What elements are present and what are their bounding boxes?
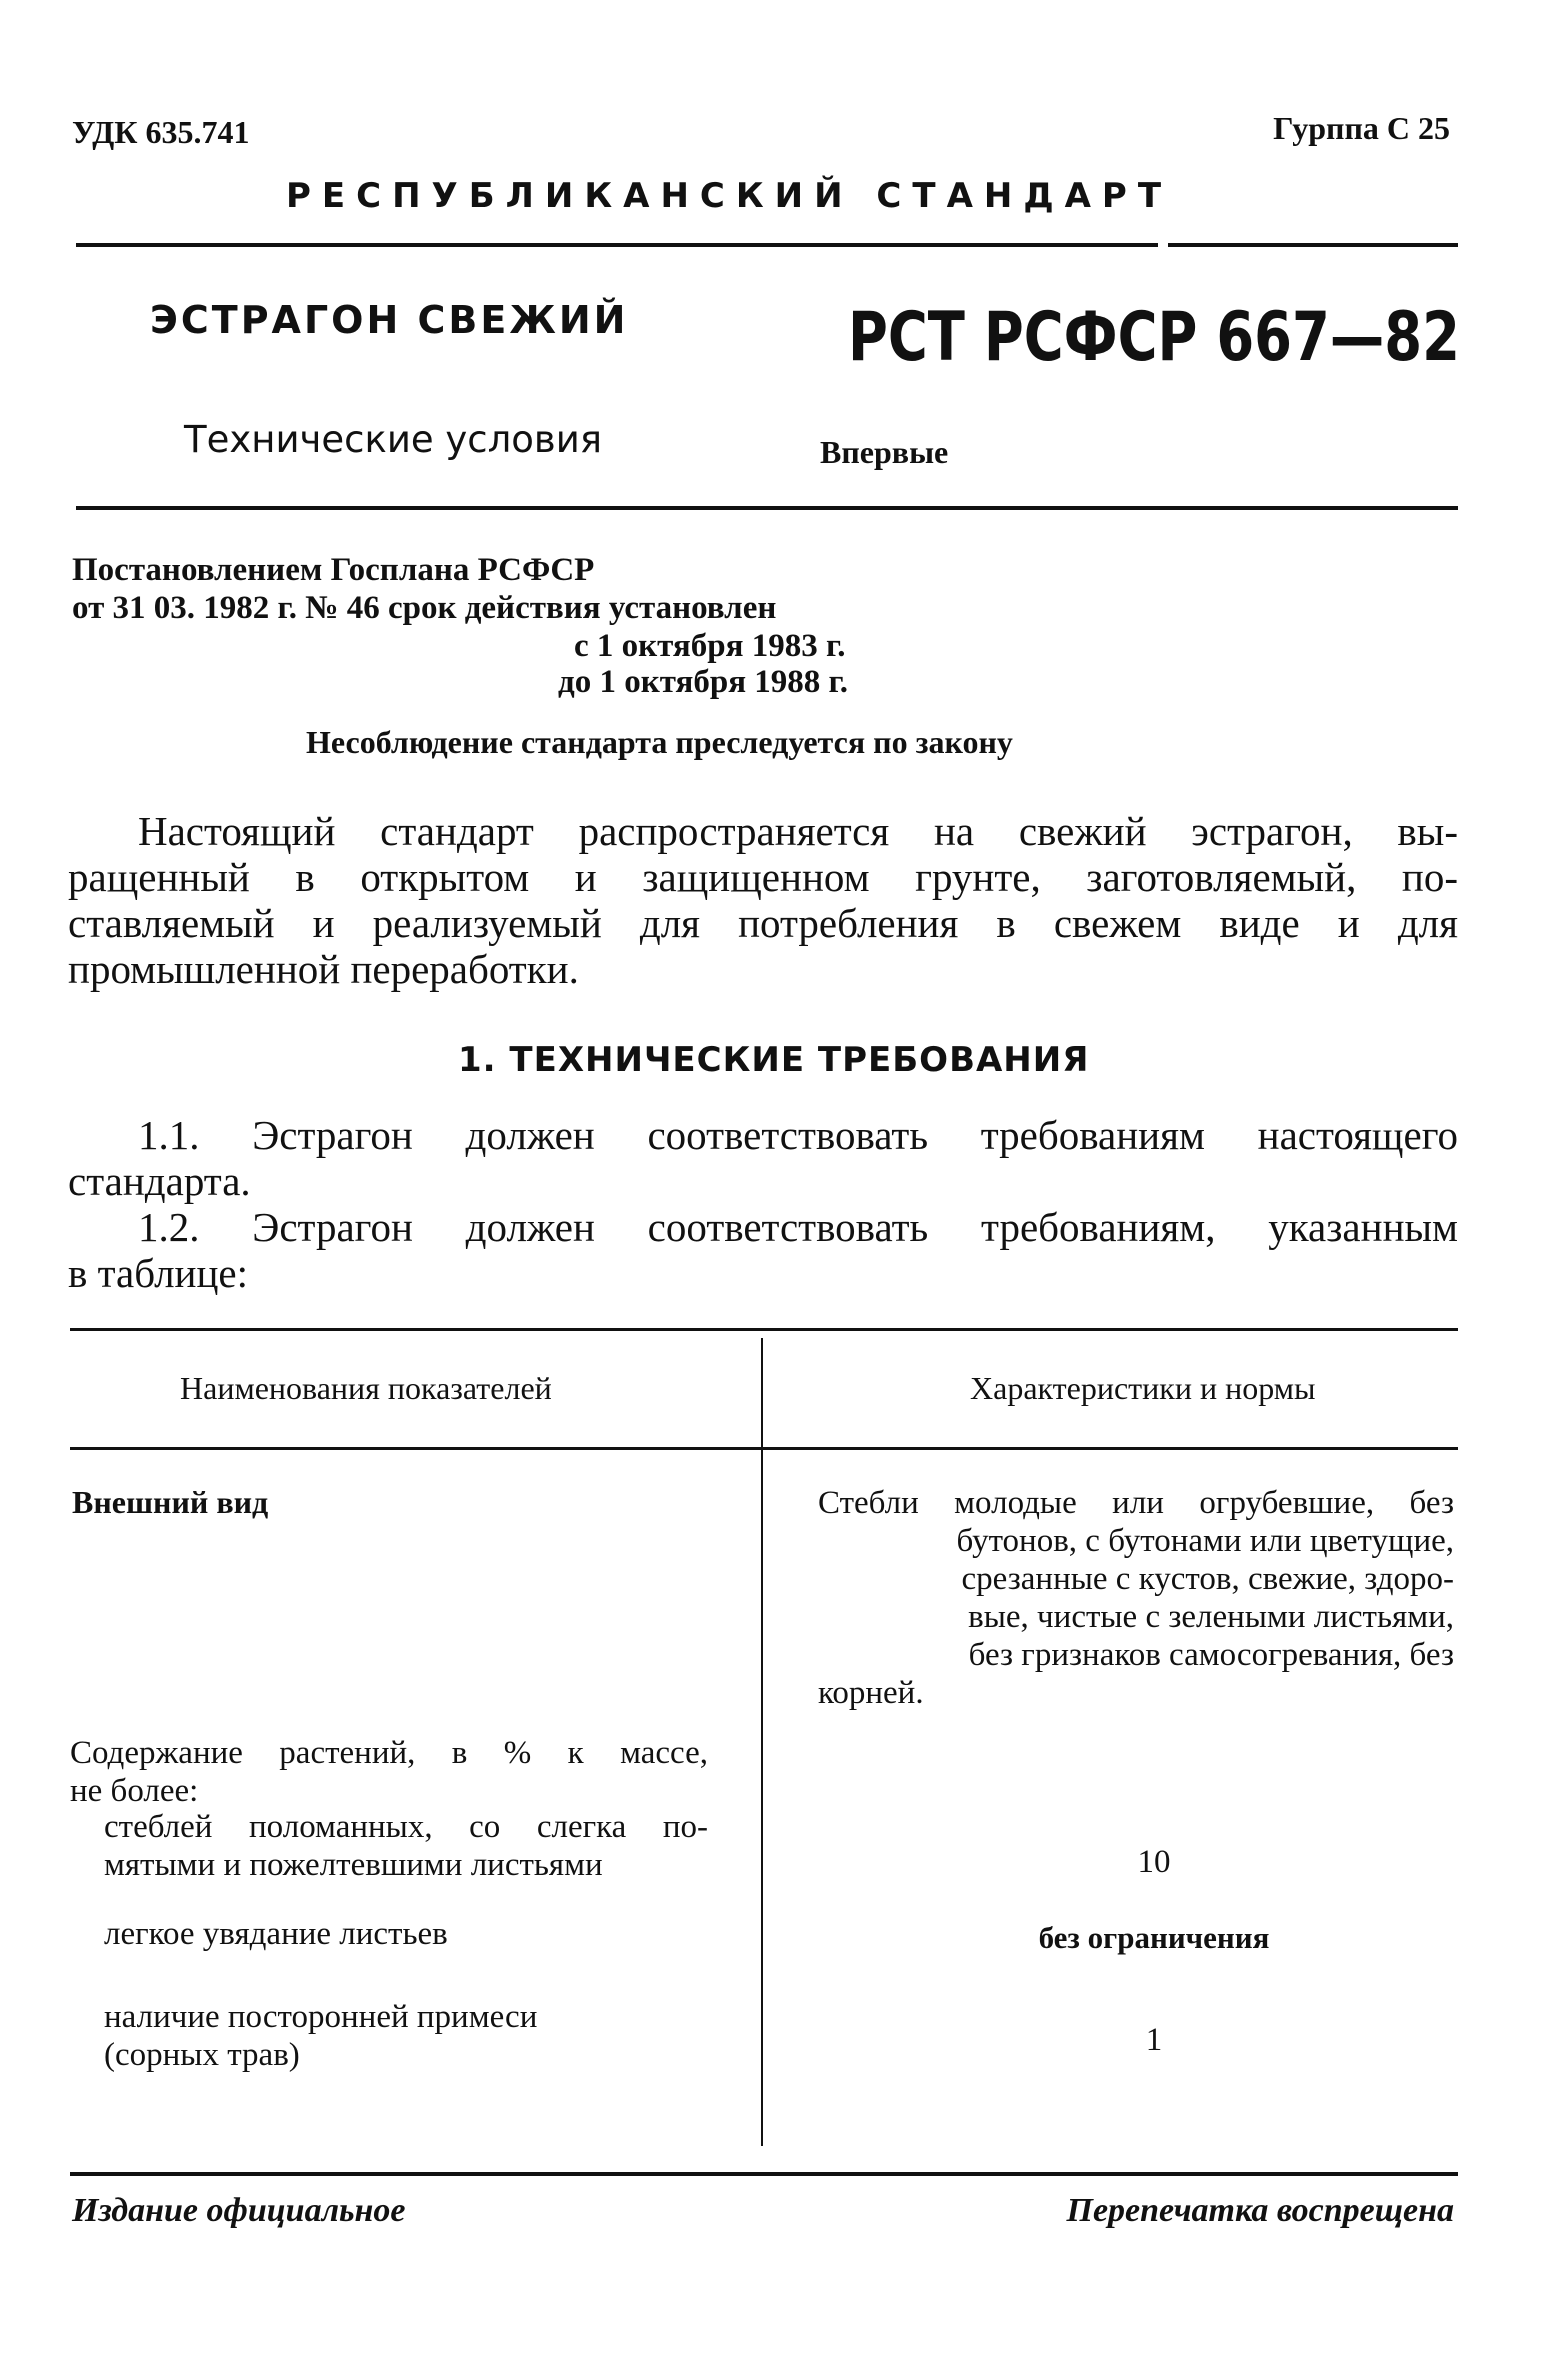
appearance-line: корней.	[818, 1675, 924, 1711]
legal-notice: Несоблюдение стандарта преследуется по закону	[306, 724, 1013, 760]
intro-line: Настоящий стандарт распространяется на свежий эстрагон, вы-	[138, 808, 1458, 854]
row-value-appearance	[818, 1484, 1454, 1712]
decree-line-2: от 31 03. 1982 г. № 46 срок действия установлен	[72, 590, 777, 626]
clause-1-1	[68, 1112, 1458, 1204]
clause-line: в таблице:	[68, 1250, 248, 1296]
intro-paragraph	[68, 808, 1458, 992]
appearance-line: срезанные с кустов, свежие, здоро-	[961, 1561, 1454, 1597]
decree-line-1: Постановлением Госплана РСФСР	[72, 552, 595, 588]
table-header-indicators: Наименования показателей	[180, 1370, 552, 1406]
row-value-broken-stems: 10	[1137, 1844, 1171, 1880]
top-rule-right	[1168, 243, 1458, 247]
standard-code: РСТ РСФСР 667—82	[848, 298, 1460, 377]
row-label-impurity	[104, 1998, 708, 2074]
footer-rule	[70, 2172, 1458, 2176]
intro-line: ращенный в открытом и защищенном грунте, заготовляемый, по-	[68, 854, 1458, 900]
impurity-line: (сорных трав)	[104, 2037, 300, 2073]
intro-line: промышленной переработки.	[68, 946, 579, 992]
row-label-wilting: легкое увядание листьев	[104, 1916, 448, 1952]
appearance-line: бутонов, с бутонами или цветущие,	[956, 1523, 1454, 1559]
table-column-divider	[761, 1338, 763, 2146]
appearance-line: без гризнаков самосогревания, без	[968, 1637, 1454, 1673]
product-title: ЭСТРАГОН СВЕЖИЙ	[150, 298, 629, 342]
clause-line: 1.1. Эстрагон должен соответствовать требованиям настоящего	[138, 1112, 1458, 1158]
section-heading: 1. ТЕХНИЧЕСКИЕ ТРЕБОВАНИЯ	[458, 1040, 1090, 1080]
row-value-impurity: 1	[1145, 2022, 1163, 2058]
clause-line: стандарта.	[68, 1158, 251, 1204]
title-rule	[76, 506, 1458, 510]
table-top-rule	[70, 1328, 1458, 1331]
footer-official-edition: Издание официальное	[72, 2192, 406, 2229]
appearance-line: Стебли молодые или огрубевшие, без	[818, 1485, 1454, 1521]
group-code: Гурппа С 25	[1273, 110, 1450, 146]
table-header-rule	[70, 1447, 1458, 1450]
footer-reprint-prohibited: Перепечатка воспрещена	[1066, 2192, 1454, 2229]
clause-1-2	[68, 1204, 1458, 1296]
broken-line: стеблей поломанных, со слегка по-	[104, 1809, 708, 1845]
broken-line: мятыми и пожелтевшими листьями	[104, 1847, 603, 1883]
row-label-appearance: Внешний вид	[72, 1484, 269, 1520]
republic-standard-heading: РЕСПУБЛИКАНСКИЙ СТАНДАРТ	[286, 176, 1173, 216]
row-value-wilting: без ограничения	[1038, 1920, 1270, 1955]
row-label-broken-stems	[104, 1808, 708, 1884]
top-rule-left	[76, 243, 1158, 247]
content-line: не более:	[70, 1773, 199, 1809]
impurity-line: наличие посторонней примеси	[104, 1999, 538, 2035]
document-subtitle: Технические условия	[184, 418, 603, 461]
clause-line: 1.2. Эстрагон должен соответствовать требованиям, указанным	[138, 1204, 1458, 1250]
first-edition-label: Впервые	[820, 434, 949, 470]
decree-line-3: с 1 октября 1983 г.	[574, 628, 846, 664]
decree-line-4: до 1 октября 1988 г.	[558, 664, 849, 700]
table-header-norms: Характеристики и нормы	[970, 1370, 1316, 1406]
intro-line: ставляемый и реализуемый для потребления в свежем виде и для	[68, 900, 1458, 946]
appearance-line: вые, чистые с зелеными листьями,	[968, 1599, 1454, 1635]
row-label-content	[70, 1734, 708, 1810]
content-line: Содержание растений, в % к массе,	[70, 1735, 708, 1771]
udk-code: УДК 635.741	[72, 114, 250, 150]
